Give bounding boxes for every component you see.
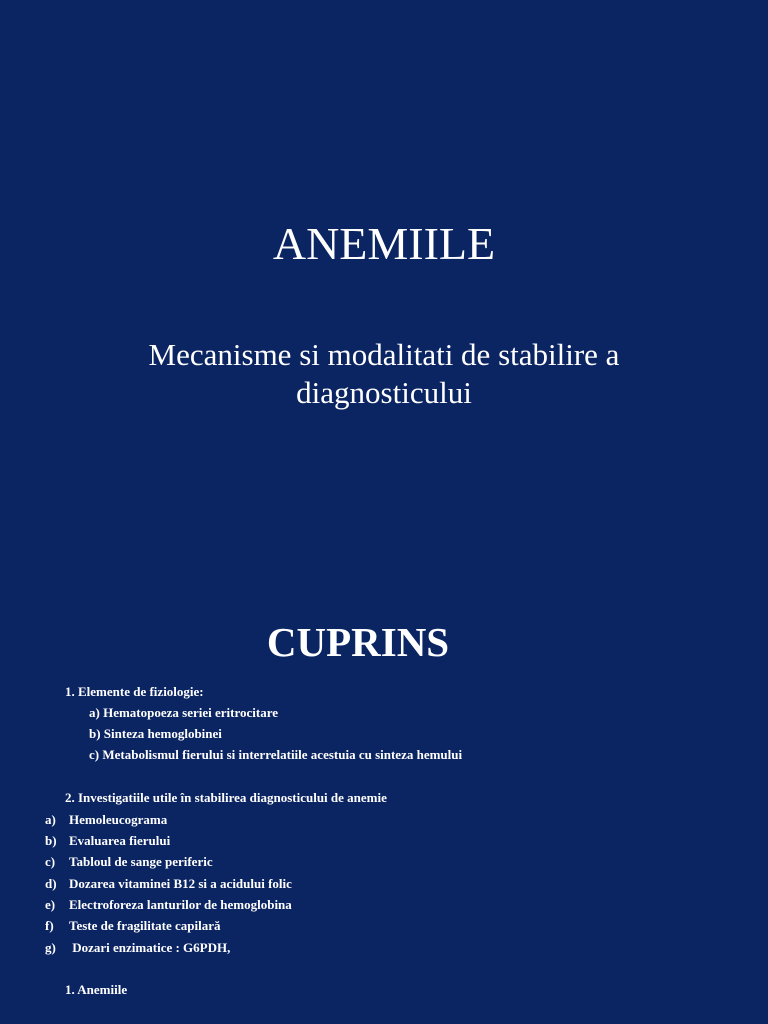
- list-marker: c): [45, 854, 56, 869]
- toc-section-1-item: b) Sinteza hemoglobinei: [89, 726, 222, 741]
- list-item: [45, 854, 213, 870]
- list-item-text: Tabloul de sange periferic: [69, 854, 213, 869]
- list-item-text: Dozari enzimatice : G6PDH,: [69, 940, 231, 955]
- list-item-text: Electroforeza lanturilor de hemoglobina: [69, 897, 292, 912]
- list-item-text: Dozarea vitaminei B12 si a acidului folic: [69, 876, 292, 891]
- list-item: [45, 812, 167, 828]
- list-marker: a): [45, 812, 56, 827]
- toc-section-1-item: c) Metabolismul fierului si interrelatiile acestuia cu sinteza hemului: [89, 747, 463, 762]
- toc-section-1-item: a) Hematopoeza seriei eritrocitare: [89, 705, 279, 720]
- contents-heading: CUPRINS: [266, 619, 450, 665]
- toc-section-1-label: 1. Elemente de fiziologie:: [65, 684, 204, 699]
- list-marker: d): [45, 876, 57, 891]
- list-marker: g): [45, 940, 56, 955]
- list-item-text: Teste de fragilitate capilară: [69, 918, 221, 933]
- toc-section-3-label: 1. Anemiile: [65, 982, 128, 997]
- list-item: [45, 833, 170, 849]
- list-item-text: Hemoleucograma: [69, 812, 168, 827]
- list-marker: b): [45, 833, 57, 848]
- list-item: [45, 918, 221, 934]
- list-marker: e): [45, 897, 56, 912]
- list-item: [45, 876, 292, 892]
- page-title: ANEMIILE: [272, 218, 496, 269]
- list-item-text: Evaluarea fierului: [69, 833, 171, 848]
- list-item: [45, 940, 230, 956]
- list-item: [45, 897, 292, 913]
- toc-section-2-label: 2. Investigatiile utile în stabilirea diagnosticului de anemie: [65, 790, 387, 805]
- page-subtitle: Mecanisme si modalitati de stabilire a diagnosticului: [148, 337, 620, 410]
- list-marker: f): [45, 918, 54, 933]
